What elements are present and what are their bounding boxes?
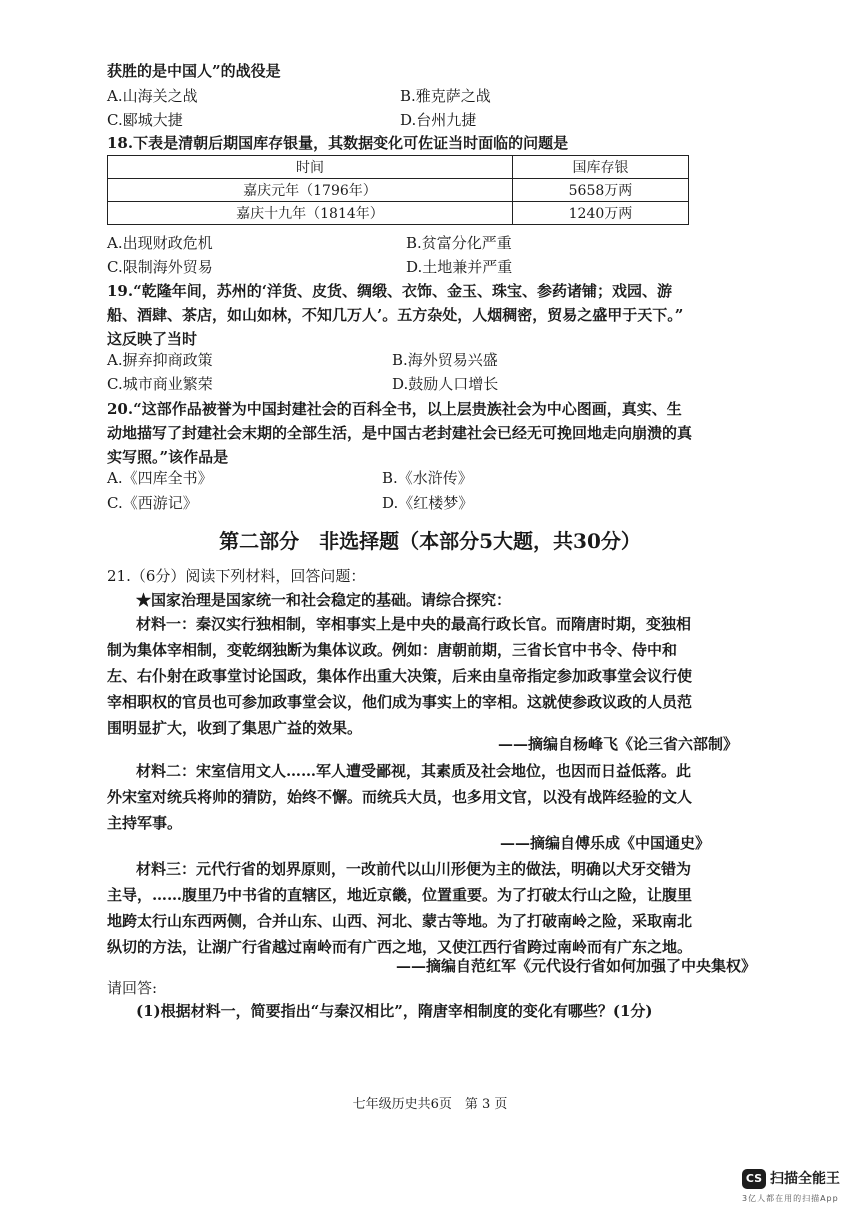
q20-option-a: A.《四库全书》 (107, 469, 213, 487)
q18-option-a: A.出现财政危机 (107, 234, 213, 252)
q21-material-3: 材料三：元代行省的划界原则，一改前代以山川形便为主的做法，明确以犬牙交错为主导，……腹里乃中书省的直辖区，地近京畿，位置重要。为了打破太行山之险，让腹里地跨太行山东西两侧，合并山东、山西、河北、蒙古等地。为了打破南岭之险，采取南北纵切的方法，让湖广行省越过南岭而有广西之地，又使江西行省跨过南岭而有广东之地。 (107, 860, 693, 956)
q19-stem-line-1: 19.“乾隆年间，苏州的‘洋货、皮货、绸缎、衣饰、金玉、珠宝、参药诸铺；戏园、游 (107, 282, 672, 300)
q20-stem-line-3: 实写照。”该作品是 (107, 448, 229, 466)
q18-option-b: B.贫富分化严重 (406, 234, 512, 252)
q18-option-c: C.限制海外贸易 (107, 258, 213, 276)
camscanner-logo: CS (742, 1169, 766, 1189)
q20-option-b: B.《水浒传》 (382, 469, 473, 487)
q21-material-2: 材料二：宋室信用文人……军人遭受鄙视，其素质及社会地位，也因而日益低落。此外宋室对统兵将帅的猜防，始终不懈。而统兵大员，也多用文官，以没有战阵经验的文人主持军事。 (107, 762, 693, 832)
q21-material-1: 材料一：秦汉实行独相制，宰相事实上是中央的最高行政长官。而隋唐时期，变独相制为集体宰相制，变乾纲独断为集体议政。例如：唐朝前期，三省长官中书令、侍中和左、右仆射在政事堂讨论国政，集体作出重大决策，后来由皇帝指定参加政事堂会议行使宰相职权的官员也可参加政事堂会议，他们成为事实上的宰相。这就使参政议政的人员范围明显扩大，收到了集思广益的效果。 (107, 615, 693, 737)
q17-option-a: A.山海关之战 (107, 87, 198, 105)
table-header-time: 时间 (108, 156, 513, 179)
q21-prompt: 请回答: (107, 979, 158, 997)
table-header-row (108, 156, 689, 179)
table-row (108, 202, 689, 225)
table-header-silver: 国库存银 (512, 156, 688, 179)
q19-stem-line-3: 这反映了当时 (107, 330, 198, 348)
q21-source-2: ——摘编自傅乐成《中国通史》 (500, 834, 711, 852)
q20-option-c: C.《西游记》 (107, 494, 198, 512)
table-cell-silver: 5658万两 (512, 179, 688, 202)
q21-stem: 21.（6分）阅读下列材料，回答问题： (107, 567, 366, 585)
table-cell-time: 嘉庆十九年（1814年） (108, 202, 513, 225)
table-cell-silver: 1240万两 (512, 202, 688, 225)
table-cell-time: 嘉庆元年（1796年） (108, 179, 513, 202)
q21-sub-question-1: (1)根据材料一，简要指出“与秦汉相比”，隋唐宰相制度的变化有哪些？(1分) (136, 1002, 653, 1020)
q20-stem-line-2: 动地描写了封建社会末期的全部生活，是中国古老封建社会已经无可挽回地走向崩溃的真 (107, 424, 693, 442)
q21-source-3: ——摘编自范红军《元代设行省如何加强了中央集权》 (396, 957, 757, 975)
q18-option-d: D.土地兼并严重 (406, 258, 513, 276)
q21-source-1: ——摘编自杨峰飞《论三省六部制》 (498, 735, 739, 753)
q20-stem-line-1: 20.“这部作品被誉为中国封建社会的百科全书，以上层贵族社会为中心图画，真实、生 (107, 400, 682, 418)
q19-option-a: A.摒弃抑商政策 (107, 351, 213, 369)
q19-option-b: B.海外贸易兴盛 (392, 351, 498, 369)
q19-option-c: C.城市商业繁荣 (107, 375, 213, 393)
q17-option-c: C.郾城大捷 (107, 111, 183, 129)
page-footer: 七年级历史共6页 第 3 页 (352, 1097, 508, 1112)
camscanner-slogan: 3亿人都在用的扫描App (742, 1194, 839, 1203)
q17-option-d: D.台州九捷 (400, 111, 477, 129)
q19-option-d: D.鼓励人口增长 (392, 375, 499, 393)
q21-theme: ★国家治理是国家统一和社会稳定的基础。请综合探究： (136, 591, 512, 609)
q18-stem: 18.下表是清朝后期国库存银量，其数据变化可佐证当时面临的问题是 (107, 134, 569, 152)
section-title: 第二部分 非选择题（本部分5大题，共30分） (219, 529, 641, 553)
table-row (108, 179, 689, 202)
silver-reserve-table (107, 155, 689, 225)
q20-option-d: D.《红楼梦》 (382, 494, 474, 512)
q17-stem-tail: 获胜的是中国人”的战役是 (107, 62, 281, 80)
q17-option-b: B.雅克萨之战 (400, 87, 491, 105)
camscanner-name: 扫描全能王 (770, 1171, 840, 1187)
q19-stem-line-2: 船、酒肆、茶店，如山如林，不知几万人’。五方杂处，人烟稠密，贸易之盛甲于天下。” (107, 306, 684, 324)
